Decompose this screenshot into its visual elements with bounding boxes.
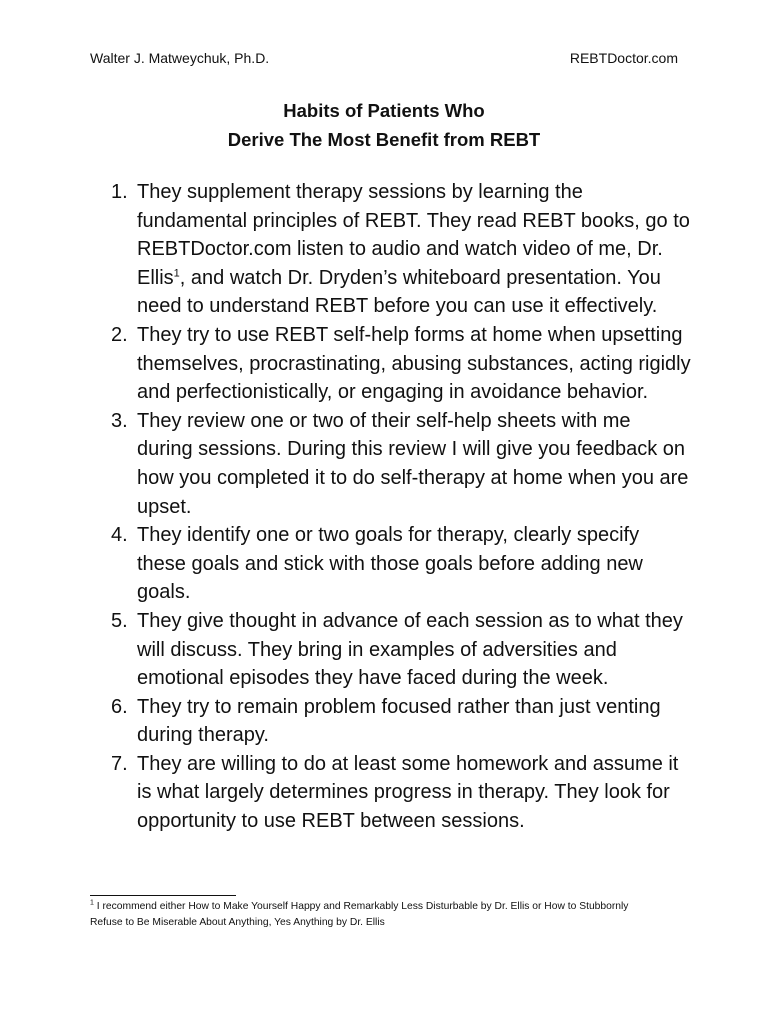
title-line-2: Derive The Most Benefit from REBT: [227, 129, 541, 150]
list-item: [111, 750, 691, 836]
website-name: REBTDoctor.com: [569, 50, 678, 66]
footnote: [90, 899, 650, 931]
item-text: They give thought in advance of each session as to what they will discuss. They bring in examples of adversities and emotional episodes they have faced during the week.: [137, 609, 683, 690]
list-item: [111, 178, 691, 321]
habits-list: [111, 178, 691, 836]
item-number: 2.: [111, 323, 128, 346]
document-title: [0, 96, 768, 154]
item-number: 4.: [111, 524, 128, 547]
item-text: They supplement therapy sessions by learning the fundamental principles of REBT. They read REBT books, go to REBTDoctor.com listen to audio and watch video of me, Dr. Ellis: [137, 181, 690, 289]
author-name: Walter J. Matweychuk, Ph.D.: [90, 50, 270, 66]
item-number: 3.: [111, 409, 128, 432]
list-item: [111, 607, 691, 693]
item-text: They identify one or two goals for therapy, clearly specify these goals and stick with those goals before adding new goals.: [137, 524, 643, 604]
footnote-reference: 1: [173, 267, 180, 280]
item-text: They review one or two of their self-help sheets with me during sessions. During this review I will give you feedback on how you completed it to do self-therapy at home when you are upset.: [137, 409, 689, 518]
list-item: [111, 693, 691, 750]
list-item: [111, 407, 691, 521]
item-text: They are willing to do at least some homework and assume it is what largely determines progress in therapy. They look for opportunity to use REBT between sessions.: [137, 752, 679, 833]
page-header: [90, 50, 678, 66]
list-item: [111, 321, 691, 407]
item-text-continued: , and watch Dr. Dryden’s whiteboard presentation. You need to understand REBT before you can use it effectively.: [137, 266, 661, 318]
item-text: They try to remain problem focused rather than just venting during therapy.: [137, 695, 661, 747]
item-number: 7.: [111, 752, 128, 775]
item-number: 5.: [111, 609, 128, 632]
item-number: 1.: [111, 181, 128, 203]
list-item: [111, 521, 691, 607]
item-text: They try to use REBT self-help forms at home when upsetting themselves, procrastinating, abusing substances, acting rigidly and perfectionistically, or engaging in avoidance behavior.: [137, 323, 691, 404]
footnote-text: I recommend either How to Make Yourself Happy and Remarkably Less Disturbable by Dr. Ellis or How to Stubbornly Refuse to Be Miserable About Anything, Yes Anything by Dr. Ellis: [90, 901, 629, 928]
footnote-divider: [90, 895, 236, 896]
footnote-marker: 1: [90, 899, 94, 907]
item-number: 6.: [111, 695, 128, 718]
title-line-1: Habits of Patients Who: [283, 100, 485, 121]
